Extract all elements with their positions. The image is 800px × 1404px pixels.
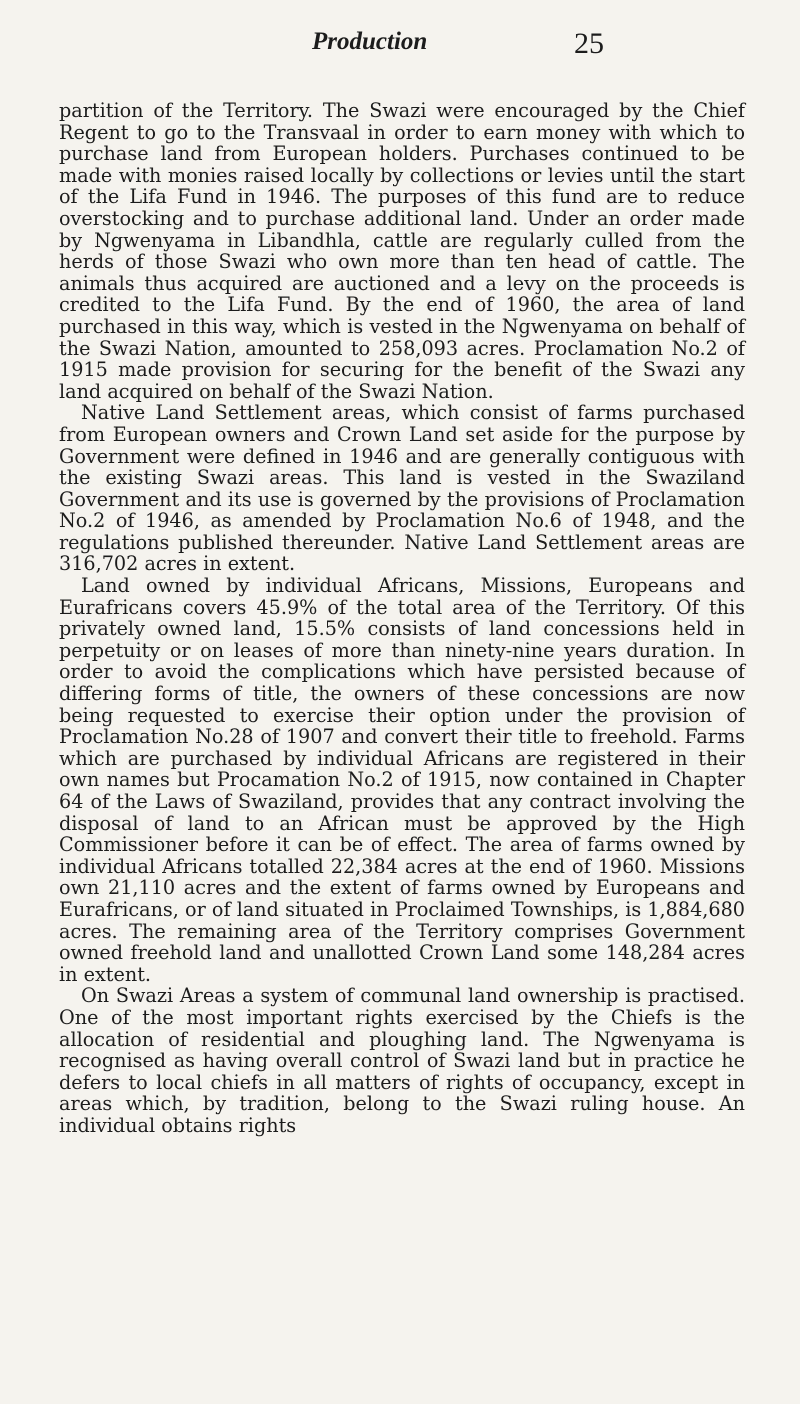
paragraph-swazi-areas: On Swazi Areas a system of communal land ownership is practised. One of the most important rights exercised by the Chiefs is the allocation of residential and ploughing land. The Ngwenyama is recognised as having overall control of Swazi land but in practice he defers to local chiefs in all matters of rights of occupancy, except in areas which, by tradition, belong to the Swazi ruling house. An individual obtains rights: [59, 984, 745, 1137]
page-number: 25: [574, 27, 604, 60]
running-title: Production: [312, 28, 428, 55]
paragraph-native-land-settlement: Native Land Settlement areas, which consist of farms purchased from European owners and Crown Land set aside for the purpose by Government were defined in 1946 and are generally contiguous with the existing Swazi areas. This land is vested in the Swaziland Government and its use is governed by the provisions of Proclamation No.2 of 1946, as amended by Proclamation No.6 of 1948, and the regulations published thereunder. Native Land Settlement areas are 316,702 acres in extent.: [59, 401, 745, 576]
paragraph-privately-owned-land: Land owned by individual Africans, Missions, Europeans and Eurafricans covers 45.9% of the total area of the Territory. Of this privately owned land, 15.5% consists of land concessions held in perpetuity or on leases of more than ninety-nine years duration. In order to avoid the complications which have persisted because of differing forms of title, the owners of these concessions are now being requested to exercise their option under the provision of Proclamation No.28 of 1907 and convert their title to freehold. Farms which are purchased by individual Africans are registered in their own names but Procamation No.2 of 1915, now contained in Chapter 64 of the Laws of Swaziland, provides that any contract involving the disposal of land to an African must be approved by the High Commissioner before it can be of effect. The area of farms owned by individual Africans totalled 22,384 acres at the end of 1960. Missions own 21,110 acres and the extent of farms owned by Europeans and Eurafricans, or of land situated in Proclaimed Townships, is 1,884,680 acres. The remaining area of the Territory comprises Government owned freehold land and unallotted Crown Land some 148,284 acres in extent.: [59, 574, 745, 986]
body-text: [59, 100, 745, 1137]
running-head: [0, 22, 800, 62]
paragraph-continuation: partition of the Territory. The Swazi were encouraged by the Chief Regent to go to the Transvaal in order to earn money with which to purchase land from European holders. Purchases continued to be made with monies raised locally by collections or levies until the start of the Lifa Fund in 1946. The purposes of this fund are to reduce overstocking and to purchase additional land. Under an order made by Ngwenyama in Libandhla, cattle are regularly culled from the herds of those Swazi who own more than ten head of cattle. The animals thus acquired are auctioned and a levy on the proceeds is credited to the Lifa Fund. By the end of 1960, the area of land purchased in this way, which is vested in the Ngwenyama on behalf of the Swazi Nation, amounted to 258,093 acres. Proclamation No.2 of 1915 made provision for securing for the benefit of the Swazi any land acquired on behalf of the Swazi Nation.: [59, 99, 745, 403]
